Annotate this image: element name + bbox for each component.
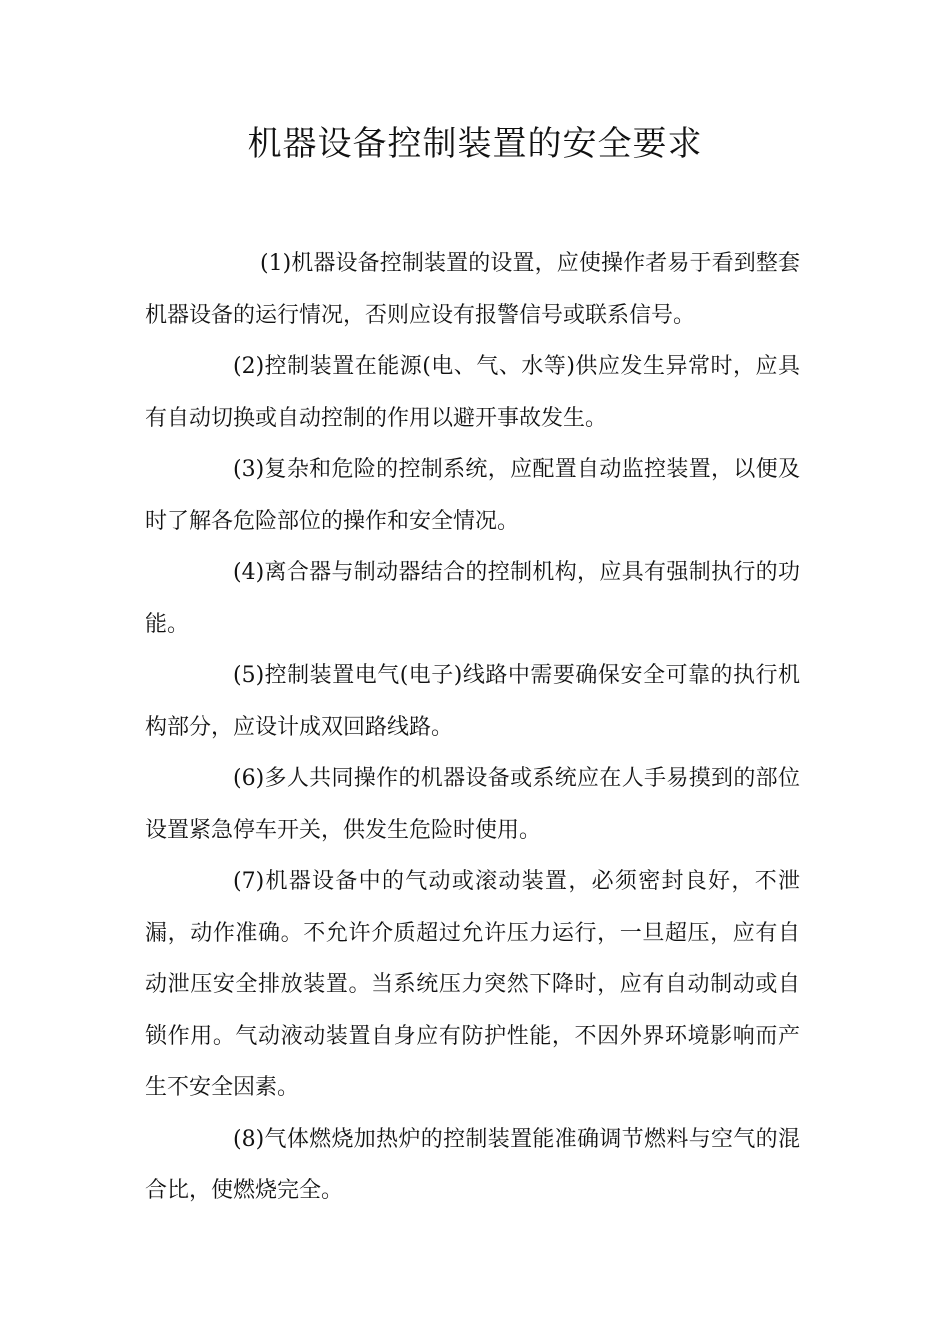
paragraph-6: (6)多人共同操作的机器设备或系统应在人手易摸到的部位设置紧急停车开关，供发生危险时使用。 <box>145 766 800 843</box>
document-body <box>145 238 800 1217</box>
paragraph-5: (5)控制装置电气(电子)线路中需要确保安全可靠的执行机构部分，应设计成双回路线路。 <box>145 663 800 740</box>
paragraph-4: (4)离合器与制动器结合的控制机构，应具有强制执行的功能。 <box>145 560 800 637</box>
paragraph-8: (8)气体燃烧加热炉的控制装置能准确调节燃料与空气的混合比，使燃烧完全。 <box>145 1126 800 1203</box>
paragraph-1: (1)机器设备控制装置的设置，应使操作者易于看到整套机器设备的运行情况，否则应设有报警信号或联系信号。 <box>145 251 800 328</box>
paragraph-7: (7)机器设备中的气动或滚动装置，必须密封良好，不泄漏，动作准确。不允许介质超过允许压力运行，一旦超压，应有自动泄压安全排放装置。当系统压力突然下降时，应有自动制动或自锁作用。气动液动装置自身应有防护性能，不因外界环境影响而产生不安全因素。 <box>145 869 800 1100</box>
paragraph-2: (2)控制装置在能源(电、气、水等)供应发生异常时，应具有自动切换或自动控制的作用以避开事故发生。 <box>145 354 800 431</box>
document-title: 机器设备控制装置的安全要求 <box>247 124 703 164</box>
paragraph-3: (3)复杂和危险的控制系统，应配置自动监控装置，以便及时了解各危险部位的操作和安全情况。 <box>145 457 800 534</box>
